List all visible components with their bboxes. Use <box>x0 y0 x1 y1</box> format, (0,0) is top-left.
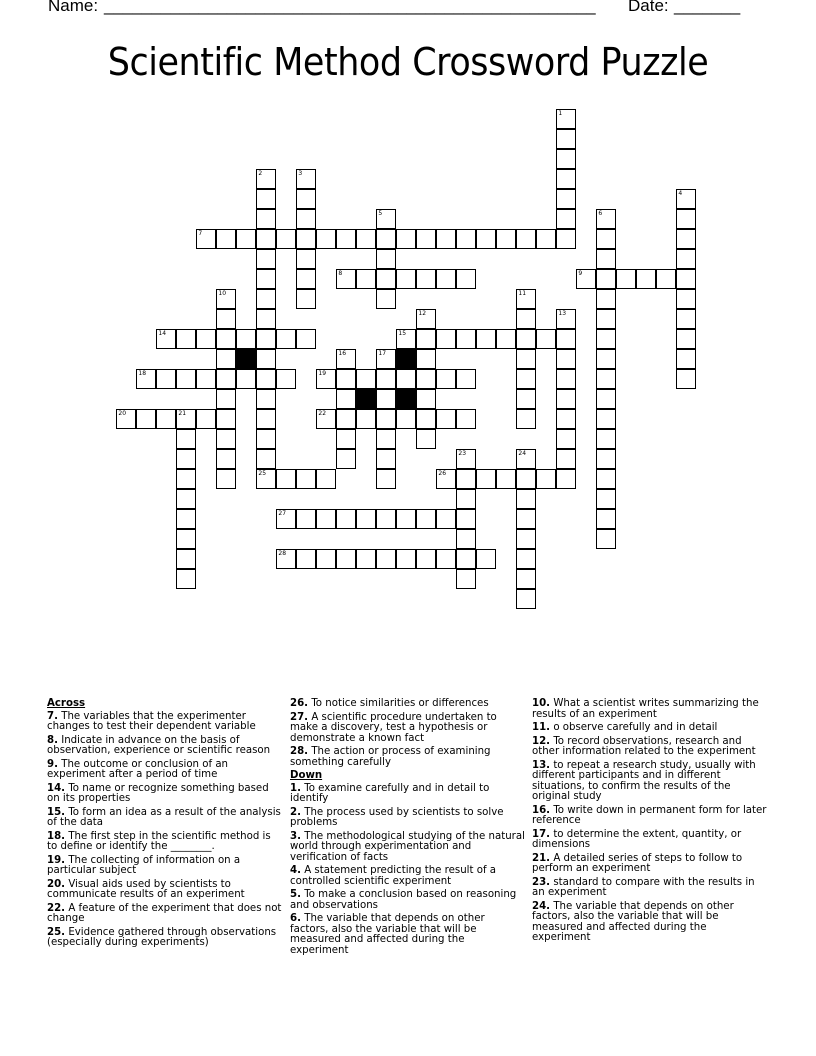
grid-cell[interactable] <box>336 369 356 389</box>
grid-cell[interactable] <box>616 269 636 289</box>
grid-cell[interactable] <box>516 309 536 329</box>
clue-down-24: 24. The variable that depends on other factors, also the variable that will be measured and affected during the experiment <box>532 900 734 943</box>
grid-cell[interactable] <box>516 589 536 609</box>
grid-cell[interactable] <box>376 389 396 409</box>
clue-number: 18 <box>138 370 147 378</box>
grid-cell[interactable] <box>596 469 616 489</box>
clue-number: 4 <box>678 190 683 198</box>
grid-cell[interactable] <box>456 269 476 289</box>
grid-cell[interactable] <box>316 469 336 489</box>
clue-number: 27 <box>278 510 287 518</box>
clue-down-10: 10. What a scientist writes summarizing the results of an experiment <box>532 698 759 720</box>
grid-cell[interactable] <box>516 389 536 409</box>
grid-cell[interactable] <box>156 329 176 349</box>
grid-cell[interactable] <box>256 289 276 309</box>
grid-block <box>236 349 256 369</box>
grid-cell[interactable] <box>276 549 296 569</box>
grid-cell[interactable] <box>536 229 556 249</box>
grid-cell[interactable] <box>176 369 196 389</box>
grid-cell[interactable] <box>596 249 616 269</box>
grid-cell[interactable] <box>216 369 236 389</box>
clue-number: 24 <box>518 450 527 458</box>
grid-cell[interactable] <box>256 309 276 329</box>
grid-cell[interactable] <box>676 269 696 289</box>
clue-across-15: 15. To form an idea as a result of the analysis of the data <box>47 806 281 828</box>
grid-cell[interactable] <box>176 549 196 569</box>
grid-cell[interactable] <box>456 449 476 469</box>
grid-cell[interactable] <box>256 249 276 269</box>
clue-number: 5 <box>378 210 383 218</box>
grid-cell[interactable] <box>376 349 396 369</box>
grid-cell[interactable] <box>676 229 696 249</box>
grid-cell[interactable] <box>296 289 316 309</box>
grid-cell[interactable] <box>196 409 216 429</box>
grid-cell[interactable] <box>176 489 196 509</box>
grid-cell[interactable] <box>216 329 236 349</box>
grid-cell[interactable] <box>456 489 476 509</box>
grid-cell[interactable] <box>456 329 476 349</box>
name-label: Name: <box>48 0 99 15</box>
grid-cell[interactable] <box>496 229 516 249</box>
grid-cell[interactable] <box>236 329 256 349</box>
grid-cell[interactable] <box>236 229 256 249</box>
name-field[interactable]: ____________________________________________________ <box>104 0 596 15</box>
clue-down-5: 5. To make a conclusion based on reasoning and observations <box>290 889 517 911</box>
clue-across-14: 14. To name or recognize something based on its properties <box>47 782 269 804</box>
clue-across-9: 9. The outcome or conclusion of an experiment after a period of time <box>47 758 229 780</box>
grid-cell[interactable] <box>556 209 576 229</box>
grid-cell[interactable] <box>676 309 696 329</box>
grid-cell[interactable] <box>256 349 276 369</box>
grid-cell[interactable] <box>296 469 316 489</box>
grid-cell[interactable] <box>296 169 316 189</box>
grid-cell[interactable] <box>396 509 416 529</box>
grid-cell[interactable] <box>536 469 556 489</box>
grid-cell[interactable] <box>256 469 276 489</box>
header <box>0 0 816 20</box>
clue-down-3: 3. The methodological studying of the natural world through experimentation and verification of facts <box>290 830 525 863</box>
clue-across-19: 19. The collecting of information on a particular subject <box>47 854 241 876</box>
grid-cell[interactable] <box>436 549 456 569</box>
grid-cell[interactable] <box>356 409 376 429</box>
grid-cell[interactable] <box>516 529 536 549</box>
clues-column-3 <box>532 699 767 947</box>
grid-cell[interactable] <box>516 569 536 589</box>
grid-cell[interactable] <box>276 369 296 389</box>
clue-number: 23 <box>458 450 467 458</box>
grid-cell[interactable] <box>596 509 616 529</box>
grid-cell[interactable] <box>116 409 136 429</box>
grid-cell[interactable] <box>596 369 616 389</box>
grid-cell[interactable] <box>196 329 216 349</box>
grid-cell[interactable] <box>596 329 616 349</box>
grid-cell[interactable] <box>556 429 576 449</box>
grid-cell[interactable] <box>256 269 276 289</box>
clue-across-28: 28. The action or process of examining something carefully <box>290 746 491 768</box>
clue-number: 11 <box>518 290 527 298</box>
grid-cell[interactable] <box>676 369 696 389</box>
clue-across-22: 22. A feature of the experiment that does not change <box>47 902 282 924</box>
grid-cell[interactable] <box>476 549 496 569</box>
clue-down-4: 4. A statement predicting the result of a controlled scientific experiment <box>290 865 497 887</box>
grid-block <box>396 349 416 369</box>
grid-cell[interactable] <box>516 329 536 349</box>
clue-number: 16 <box>338 350 347 358</box>
grid-cell[interactable] <box>336 409 356 429</box>
grid-cell[interactable] <box>476 469 496 489</box>
clue-down-6: 6. The variable that depends on other factors, also the variable that will be measured and affected during the experiment <box>290 913 485 956</box>
grid-cell[interactable] <box>556 449 576 469</box>
grid-cell[interactable] <box>256 189 276 209</box>
grid-cell[interactable] <box>256 389 276 409</box>
grid-cell[interactable] <box>396 329 416 349</box>
grid-cell[interactable] <box>176 529 196 549</box>
grid-cell[interactable] <box>556 169 576 189</box>
clues-column-2 <box>290 699 525 959</box>
clue-number: 22 <box>318 410 327 418</box>
grid-cell[interactable] <box>156 369 176 389</box>
grid-cell[interactable] <box>336 449 356 469</box>
grid-cell[interactable] <box>216 429 236 449</box>
grid-cell[interactable] <box>456 509 476 529</box>
grid-cell[interactable] <box>556 229 576 249</box>
grid-cell[interactable] <box>436 469 456 489</box>
grid-cell[interactable] <box>476 329 496 349</box>
grid-cell[interactable] <box>396 369 416 389</box>
grid-cell[interactable] <box>156 409 176 429</box>
grid-cell[interactable] <box>516 449 536 469</box>
grid-cell[interactable] <box>596 309 616 329</box>
grid-cell[interactable] <box>436 329 456 349</box>
grid-cell[interactable] <box>556 409 576 429</box>
grid-cell[interactable] <box>356 369 376 389</box>
clue-number: 2 <box>258 170 263 178</box>
clue-number: 25 <box>258 470 267 478</box>
grid-cell[interactable] <box>376 269 396 289</box>
grid-cell[interactable] <box>316 549 336 569</box>
crossword-grid <box>117 110 717 630</box>
grid-cell[interactable] <box>456 529 476 549</box>
grid-cell[interactable] <box>336 389 356 409</box>
grid-cell[interactable] <box>676 329 696 349</box>
across-heading: Across <box>47 698 86 709</box>
grid-cell[interactable] <box>256 369 276 389</box>
grid-cell[interactable] <box>676 289 696 309</box>
clue-across-18: 18. The first step in the scientific method is to define or identify the ________. <box>47 830 271 852</box>
grid-cell[interactable] <box>376 549 396 569</box>
clue-number: 19 <box>318 370 327 378</box>
grid-cell[interactable] <box>176 409 196 429</box>
grid-cell[interactable] <box>416 229 436 249</box>
grid-cell[interactable] <box>416 329 436 349</box>
grid-cell[interactable] <box>276 509 296 529</box>
grid-cell[interactable] <box>516 409 536 429</box>
grid-cell[interactable] <box>296 189 316 209</box>
clue-down-11: 11. o observe carefully and in detail <box>532 722 718 733</box>
grid-cell[interactable] <box>556 309 576 329</box>
grid-cell[interactable] <box>176 329 196 349</box>
clue-down-12: 12. To record observations, research and other information related to the experiment <box>532 735 756 757</box>
grid-cell[interactable] <box>136 369 156 389</box>
grid-cell[interactable] <box>256 449 276 469</box>
clue-down-23: 23. standard to compare with the results in an experiment <box>532 876 755 898</box>
grid-cell[interactable] <box>456 549 476 569</box>
grid-cell[interactable] <box>236 369 256 389</box>
grid-cell[interactable] <box>556 469 576 489</box>
grid-cell[interactable] <box>436 509 456 529</box>
clue-down-13: 13. to repeat a research study, usually with different participants and in different situations, to confirm the results of the original study <box>532 759 756 802</box>
grid-cell[interactable] <box>596 289 616 309</box>
clue-down-16: 16. To write down in permanent form for later reference <box>532 804 767 826</box>
grid-cell[interactable] <box>516 549 536 569</box>
grid-cell[interactable] <box>596 209 616 229</box>
grid-cell[interactable] <box>596 269 616 289</box>
grid-cell[interactable] <box>456 369 476 389</box>
clues-column-1 <box>47 699 282 952</box>
grid-cell[interactable] <box>296 249 316 269</box>
grid-cell[interactable] <box>256 169 276 189</box>
clue-down-2: 2. The process used by scientists to solve problems <box>290 806 504 828</box>
grid-cell[interactable] <box>336 429 356 449</box>
grid-cell[interactable] <box>436 369 456 389</box>
grid-cell[interactable] <box>276 469 296 489</box>
grid-cell[interactable] <box>676 209 696 229</box>
grid-cell[interactable] <box>596 409 616 429</box>
grid-cell[interactable] <box>516 509 536 529</box>
grid-block <box>396 389 416 409</box>
grid-cell[interactable] <box>516 489 536 509</box>
grid-cell[interactable] <box>436 269 456 289</box>
grid-cell[interactable] <box>216 229 236 249</box>
grid-cell[interactable] <box>316 229 336 249</box>
grid-cell[interactable] <box>516 369 536 389</box>
grid-cell[interactable] <box>516 469 536 489</box>
grid-cell[interactable] <box>216 349 236 369</box>
grid-cell[interactable] <box>556 369 576 389</box>
clue-number: 9 <box>578 270 583 278</box>
grid-cell[interactable] <box>256 429 276 449</box>
grid-cell[interactable] <box>376 229 396 249</box>
grid-cell[interactable] <box>676 349 696 369</box>
grid-cell[interactable] <box>496 329 516 349</box>
grid-cell[interactable] <box>416 409 436 429</box>
grid-cell[interactable] <box>276 229 296 249</box>
grid-cell[interactable] <box>296 549 316 569</box>
grid-cell[interactable] <box>216 409 236 429</box>
grid-cell[interactable] <box>356 549 376 569</box>
grid-cell[interactable] <box>256 209 276 229</box>
clue-number: 6 <box>598 210 603 218</box>
grid-cell[interactable] <box>556 349 576 369</box>
grid-cell[interactable] <box>396 549 416 569</box>
grid-cell[interactable] <box>556 149 576 169</box>
grid-cell[interactable] <box>416 349 436 369</box>
grid-cell[interactable] <box>336 349 356 369</box>
grid-cell[interactable] <box>636 269 656 289</box>
date-label: Date: <box>628 0 669 15</box>
grid-cell[interactable] <box>516 229 536 249</box>
clue-number: 14 <box>158 330 167 338</box>
grid-cell[interactable] <box>376 469 396 489</box>
grid-cell[interactable] <box>336 269 356 289</box>
grid-cell[interactable] <box>216 449 236 469</box>
grid-cell[interactable] <box>416 389 436 409</box>
grid-cell[interactable] <box>596 449 616 469</box>
grid-cell[interactable] <box>516 289 536 309</box>
grid-cell[interactable] <box>376 209 396 229</box>
grid-cell[interactable] <box>656 269 676 289</box>
grid-cell[interactable] <box>376 429 396 449</box>
grid-cell[interactable] <box>176 449 196 469</box>
grid-cell[interactable] <box>416 509 436 529</box>
grid-cell[interactable] <box>456 469 476 489</box>
grid-cell[interactable] <box>296 269 316 289</box>
grid-cell[interactable] <box>416 429 436 449</box>
grid-cell[interactable] <box>596 429 616 449</box>
grid-cell[interactable] <box>276 329 296 349</box>
clue-number: 20 <box>118 410 127 418</box>
grid-cell[interactable] <box>556 109 576 129</box>
grid-cell[interactable] <box>136 409 156 429</box>
grid-cell[interactable] <box>676 189 696 209</box>
clue-number: 26 <box>438 470 447 478</box>
grid-cell[interactable] <box>296 229 316 249</box>
grid-cell[interactable] <box>596 349 616 369</box>
grid-cell[interactable] <box>436 229 456 249</box>
clue-number: 12 <box>418 310 427 318</box>
clue-number: 17 <box>378 350 387 358</box>
clue-number: 21 <box>178 410 187 418</box>
grid-cell[interactable] <box>556 129 576 149</box>
grid-cell[interactable] <box>296 209 316 229</box>
clue-across-27: 27. A scientific procedure undertaken to make a discovery, test a hypothesis or demonstrate a known fact <box>290 711 497 744</box>
grid-cell[interactable] <box>576 269 596 289</box>
grid-cell[interactable] <box>416 369 436 389</box>
grid-cell[interactable] <box>356 269 376 289</box>
page-title: Scientific Method Crossword Puzzle <box>107 40 709 84</box>
clue-number: 3 <box>298 170 303 178</box>
clue-down-17: 17. to determine the extent, quantity, or dimensions <box>532 828 742 850</box>
grid-cell[interactable] <box>436 409 456 429</box>
grid-cell[interactable] <box>216 309 236 329</box>
grid-cell[interactable] <box>556 389 576 409</box>
grid-cell[interactable] <box>336 509 356 529</box>
grid-cell[interactable] <box>416 549 436 569</box>
grid-cell[interactable] <box>376 449 396 469</box>
grid-cell[interactable] <box>596 229 616 249</box>
clue-number: 7 <box>198 230 203 238</box>
grid-cell[interactable] <box>316 509 336 529</box>
clue-number: 15 <box>398 330 407 338</box>
clue-number: 28 <box>278 550 287 558</box>
grid-cell[interactable] <box>376 369 396 389</box>
date-field[interactable]: _______ <box>674 0 741 15</box>
grid-cell[interactable] <box>416 269 436 289</box>
grid-cell[interactable] <box>296 329 316 349</box>
clue-number: 8 <box>338 270 343 278</box>
clue-number: 13 <box>558 310 567 318</box>
grid-cell[interactable] <box>596 489 616 509</box>
clue-across-20: 20. Visual aids used by scientists to communicate results of an experiment <box>47 878 245 900</box>
grid-cell[interactable] <box>556 189 576 209</box>
grid-cell[interactable] <box>496 469 516 489</box>
grid-cell[interactable] <box>456 229 476 249</box>
grid-cell[interactable] <box>256 229 276 249</box>
clue-across-7: 7. The variables that the experimenter changes to test their dependent variable <box>47 710 256 732</box>
grid-cell[interactable] <box>376 289 396 309</box>
clue-number: 1 <box>558 110 563 118</box>
grid-cell[interactable] <box>216 389 236 409</box>
grid-cell[interactable] <box>196 369 216 389</box>
grid-cell[interactable] <box>416 309 436 329</box>
grid-cell[interactable] <box>216 289 236 309</box>
grid-cell[interactable] <box>456 569 476 589</box>
grid-cell[interactable] <box>536 329 556 349</box>
grid-cell[interactable] <box>356 509 376 529</box>
clue-down-1: 1. To examine carefully and in detail to identify <box>290 782 490 804</box>
grid-cell[interactable] <box>316 409 336 429</box>
grid-cell[interactable] <box>256 409 276 429</box>
grid-cell[interactable] <box>396 229 416 249</box>
clue-number: 10 <box>218 290 227 298</box>
grid-cell[interactable] <box>376 409 396 429</box>
grid-cell[interactable] <box>396 409 416 429</box>
grid-cell[interactable] <box>376 509 396 529</box>
grid-cell[interactable] <box>336 549 356 569</box>
grid-cell[interactable] <box>336 229 356 249</box>
grid-cell[interactable] <box>256 329 276 349</box>
grid-cell[interactable] <box>176 429 196 449</box>
clue-across-25: 25. Evidence gathered through observations (especially during experiments) <box>47 926 277 948</box>
clue-across-26: 26. To notice similarities or differences <box>290 698 489 709</box>
grid-cell[interactable] <box>456 409 476 429</box>
clue-across-8: 8. Indicate in advance on the basis of observation, experience or scientific reason <box>47 734 271 756</box>
grid-cell[interactable] <box>296 509 316 529</box>
grid-cell[interactable] <box>676 249 696 269</box>
grid-cell[interactable] <box>476 229 496 249</box>
clue-down-21: 21. A detailed series of steps to follow to perform an experiment <box>532 852 743 874</box>
grid-cell[interactable] <box>176 509 196 529</box>
grid-cell[interactable] <box>216 469 236 489</box>
grid-cell[interactable] <box>596 529 616 549</box>
grid-cell[interactable] <box>176 469 196 489</box>
grid-cell[interactable] <box>516 349 536 369</box>
grid-cell[interactable] <box>356 229 376 249</box>
grid-block <box>356 389 376 409</box>
grid-cell[interactable] <box>396 269 416 289</box>
grid-cell[interactable] <box>316 369 336 389</box>
grid-cell[interactable] <box>556 329 576 349</box>
grid-cell[interactable] <box>376 249 396 269</box>
grid-cell[interactable] <box>176 569 196 589</box>
grid-cell[interactable] <box>196 229 216 249</box>
down-heading: Down <box>290 770 323 781</box>
grid-cell[interactable] <box>596 389 616 409</box>
